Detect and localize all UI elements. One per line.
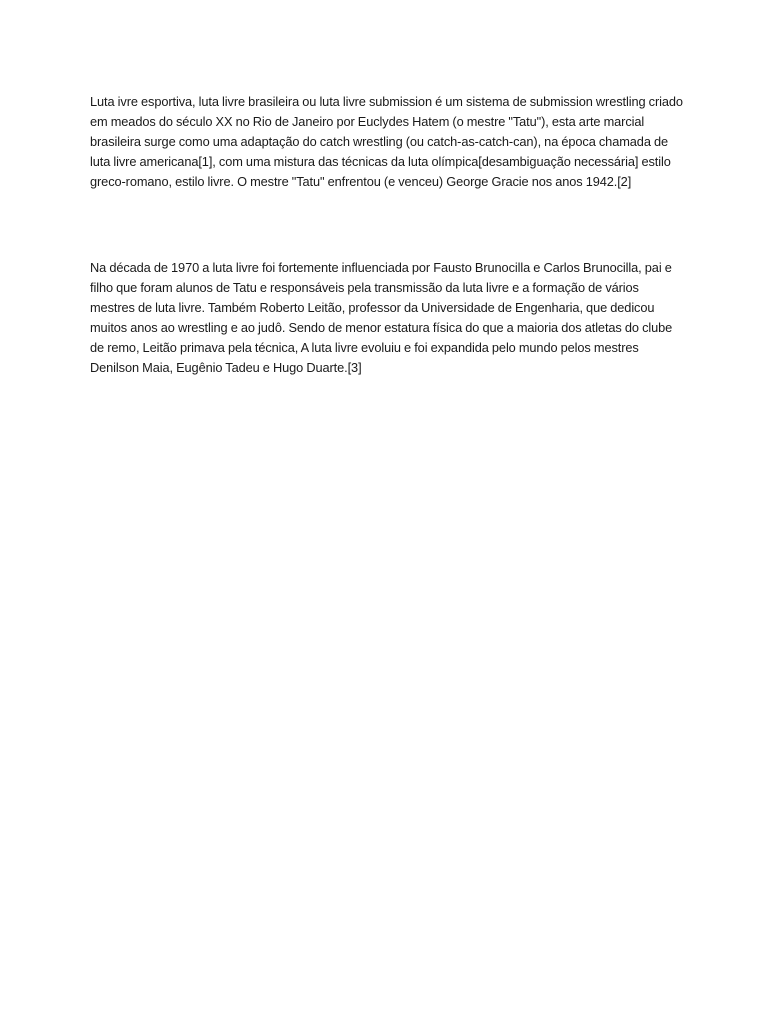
paragraph-1: Luta ivre esportiva, luta livre brasileira ou luta livre submission é um sistema de submission wrestling criado em meados do século XX no Rio de Janeiro por Euclydes Hatem (o mestre "Tatu"), esta arte marcial brasileira surge como uma adaptação do catch wrestling (ou catch-as-catch-can), na época chamada de luta livre americana[1], com uma mistura das técnicas da luta olímpica[desambiguação necessária] estilo greco-romano, estilo livre. O mestre "Tatu" enfrentou (e venceu) George Gracie nos anos 1942.[2] — [90, 94, 683, 189]
paragraph-2: Na década de 1970 a luta livre foi fortemente influenciada por Fausto Brunocilla e Carlos Brunocilla, pai e filho que foram alunos de Tatu e responsáveis pela transmissão da luta livre e a formação de vários mestres de luta livre. Também Roberto Leitão, professor da Universidade de Engenharia, que dedicou muitos anos ao wrestling e ao judô. Sendo de menor estatura física do que a maioria dos atletas do clube de remo, Leitão primava pela técnica, A luta livre evoluiu e foi expandida pelo mundo pelos mestres Denilson Maia, Eugênio Tadeu e Hugo Duarte.[3] — [90, 260, 673, 375]
